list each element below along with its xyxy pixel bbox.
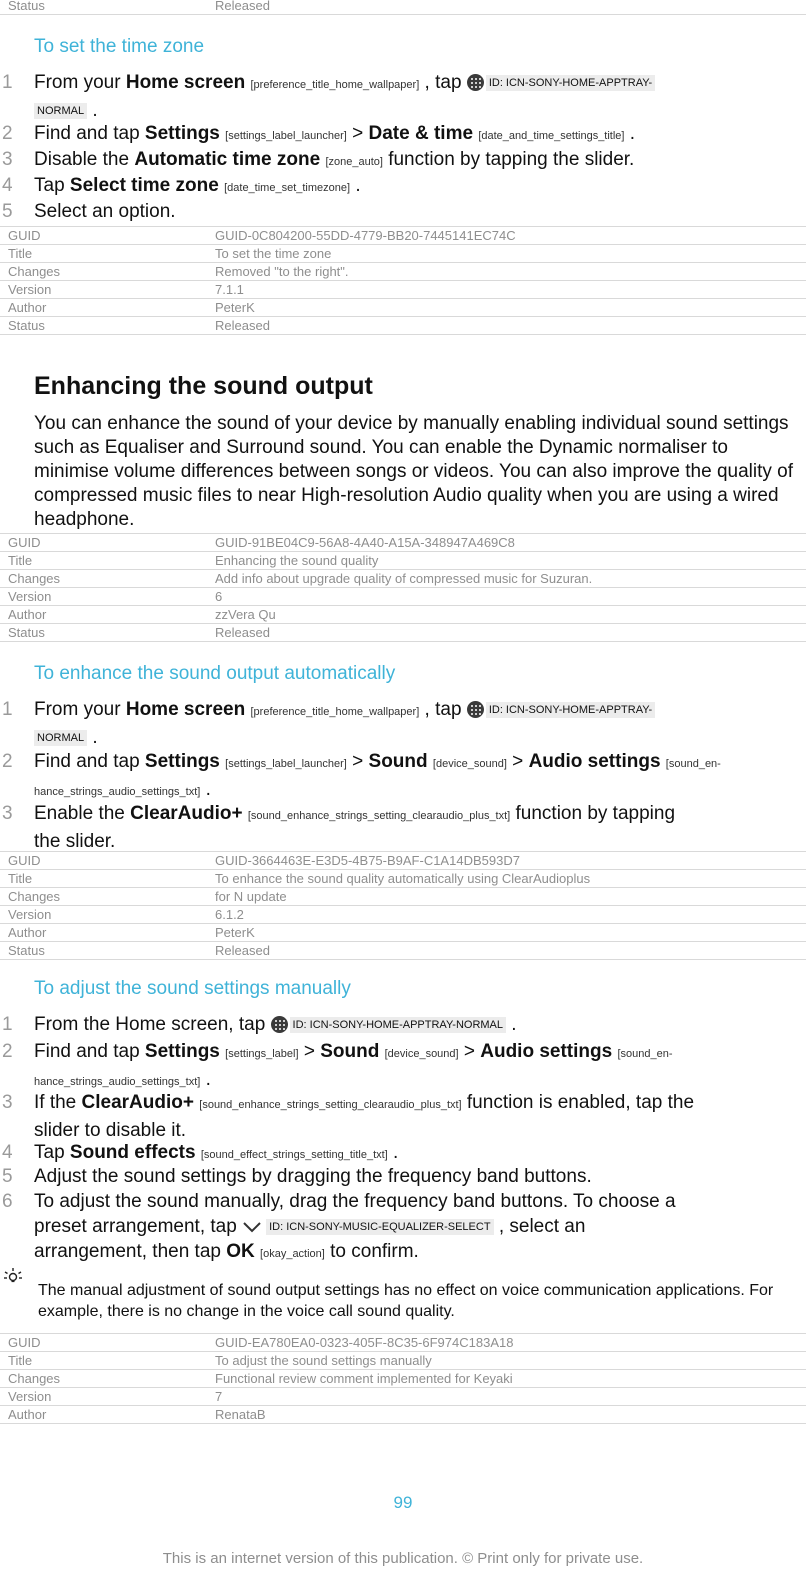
meta-key: Changes — [8, 889, 61, 904]
meta-value: Enhancing the sound quality — [215, 553, 379, 568]
meta-value: Released — [215, 625, 270, 640]
meta-row — [0, 1406, 806, 1424]
meta-key: Version — [8, 1389, 52, 1404]
meta-value: To enhance the sound quality automatically using ClearAudioplus — [215, 871, 591, 886]
meta-key: Status — [8, 625, 45, 640]
meta-value: 7.1.1 — [215, 282, 244, 297]
home-screen-term: Home screen — [125, 72, 246, 93]
step-number: 4 — [2, 1142, 13, 1163]
meta-row — [0, 906, 806, 924]
meta-key: Changes — [8, 1371, 61, 1386]
meta-row — [0, 552, 806, 570]
section-heading-auto-enhance: To enhance the sound output automatically — [34, 663, 396, 684]
step-text: Find and tap Settings [settings_label_launcher] > Sound [device_sound] > Audio settings [sound_en- hance_strings_audio_settings_txt] . — [34, 751, 721, 800]
step-text: Find and tap Settings [settings_label] > Sound [device_sound] > Audio settings [sound_en- hance_strings_audio_settings_txt] . — [34, 1041, 673, 1090]
meta-row — [0, 1388, 806, 1406]
meta-key: GUID — [8, 535, 41, 550]
meta-key: Title — [8, 553, 33, 568]
meta-value: Released — [215, 318, 270, 333]
meta-key: Title — [8, 246, 33, 261]
meta-value: To adjust the sound settings manually — [215, 1353, 432, 1368]
step-number: 2 — [2, 123, 13, 144]
meta-value: GUID-0C804200-55DD-4779-BB20-7445141EC74C — [215, 228, 516, 243]
meta-row — [0, 606, 806, 624]
step-text: From the Home screen, tap ID: ICN-SONY-HOME-APPTRAY-NORMAL . — [34, 1014, 517, 1035]
step-number: 2 — [2, 1041, 13, 1062]
step-number: 3 — [2, 1092, 13, 1113]
footer-note: This is an internet version of this publication. © Print only for private use. — [162, 1550, 644, 1567]
meta-row — [0, 263, 806, 281]
meta-row — [0, 870, 806, 888]
meta-row — [0, 317, 806, 335]
meta-value: PeterK — [215, 925, 255, 940]
step-number: 5 — [2, 1166, 13, 1187]
icon-id-label: ID: ICN-SONY-HOME-APPTRAY- — [486, 75, 655, 91]
step-text: Tap Select time zone [date_time_set_timezone] . — [34, 175, 361, 196]
page-number: 99 — [393, 1493, 413, 1512]
step-text: From your Home screen [preference_title_home_wallpaper] , tap ID: ICN-SONY-HOME-APPTRAY- NORMAL . — [34, 697, 774, 750]
step-number: 4 — [2, 175, 13, 196]
meta-value: PeterK — [215, 300, 255, 315]
meta-value: Removed "to the right". — [215, 264, 349, 279]
step-text: Disable the Automatic time zone [zone_auto] function by tapping the slider. — [34, 149, 635, 170]
chevron-down-icon — [242, 1220, 262, 1234]
meta-key: Author — [8, 300, 47, 315]
app-tray-icon — [467, 74, 484, 91]
meta-row — [0, 570, 806, 588]
metadata-table — [0, 1333, 806, 1424]
meta-value: GUID-3664463E-E3D5-4B75-B9AF-C1A14DB593D7 — [215, 853, 520, 868]
step-number: 1 — [2, 1014, 13, 1035]
meta-row — [0, 299, 806, 317]
meta-key: Title — [8, 871, 33, 886]
meta-key: Version — [8, 589, 52, 604]
meta-value: for N update — [215, 889, 287, 904]
step-text: Adjust the sound settings by dragging the frequency band buttons. — [34, 1166, 592, 1187]
meta-row — [0, 281, 806, 299]
meta-value: 6.1.2 — [215, 907, 244, 922]
metadata-table — [0, 851, 806, 960]
meta-key: Author — [8, 1407, 47, 1422]
meta-key: Title — [8, 1353, 33, 1368]
metadata-table — [0, 226, 806, 335]
metadata-table — [0, 533, 806, 642]
meta-row — [0, 533, 806, 552]
meta-row — [0, 1352, 806, 1370]
step-text: If the ClearAudio+ [sound_enhance_strings_setting_clearaudio_plus_txt] function is enabled, tap the slider to disable it. — [34, 1092, 695, 1141]
step-text: To adjust the sound manually, drag the frequency band buttons. To choose a preset arrangement, tap ID: ICN-SONY-MUSIC-EQUALIZER-SELECT , select an arrangement, then tap OK [okay_action] to confirm. — [34, 1191, 676, 1262]
meta-key: GUID — [8, 228, 41, 243]
icon-id-label: ID: ICN-SONY-MUSIC-EQUALIZER-SELECT — [266, 1219, 493, 1235]
icon-id-label: NORMAL — [34, 103, 87, 119]
meta-row — [0, 624, 806, 642]
meta-value: Released — [215, 943, 270, 958]
step-text: Tap Sound effects [sound_effect_strings_setting_title_txt] . — [34, 1142, 399, 1163]
meta-value: To set the time zone — [215, 246, 332, 261]
meta-key: Version — [8, 907, 52, 922]
step-number: 6 — [2, 1191, 13, 1212]
meta-value: GUID-EA780EA0-0323-405F-8C35-6F974C183A18 — [215, 1335, 514, 1350]
step-number: 1 — [2, 72, 13, 93]
step-number: 2 — [2, 751, 13, 772]
tip-note: The manual adjustment of sound output settings has no effect on voice communication applications. For example, there is no change in the voice call sound quality. — [38, 1282, 774, 1320]
meta-row — [0, 888, 806, 906]
meta-key: GUID — [8, 853, 41, 868]
meta-row — [0, 588, 806, 606]
meta-key: Changes — [8, 571, 61, 586]
section-heading-time-zone: To set the time zone — [34, 36, 205, 57]
lightbulb-icon — [2, 1266, 24, 1288]
step-number: 3 — [2, 803, 13, 824]
meta-key: Status — [8, 0, 45, 13]
metadata-table-top — [0, 0, 806, 15]
section-heading-manual-adjust: To adjust the sound settings manually — [34, 978, 351, 999]
meta-row — [0, 942, 806, 960]
meta-row — [0, 245, 806, 263]
meta-row — [0, 1333, 806, 1352]
meta-value: RenataB — [215, 1407, 266, 1422]
meta-row — [0, 1370, 806, 1388]
icon-id-label: NORMAL — [34, 730, 87, 746]
meta-key: Author — [8, 925, 47, 940]
meta-key: Changes — [8, 264, 61, 279]
icon-id-label: ID: ICN-SONY-HOME-APPTRAY- — [486, 702, 655, 718]
step-text: From your Home screen [preference_title_home_wallpaper] , tap ID: ICN-SONY-HOME-APPTRAY- NORMAL . — [34, 70, 774, 123]
step-number: 3 — [2, 149, 13, 170]
step-text: Find and tap Settings [settings_label_launcher] > Date & time [date_and_time_settings_title] . — [34, 123, 636, 144]
app-tray-icon — [271, 1016, 288, 1033]
meta-key: Status — [8, 943, 45, 958]
section-title-enhancing-sound: Enhancing the sound output — [34, 372, 373, 400]
meta-value: 6 — [215, 589, 223, 604]
meta-value: zzVera Qu — [215, 607, 276, 622]
meta-row — [0, 226, 806, 245]
meta-value: 7 — [215, 1389, 223, 1404]
meta-key: GUID — [8, 1335, 41, 1350]
icon-id-label: ID: ICN-SONY-HOME-APPTRAY-NORMAL — [290, 1017, 506, 1033]
step-text: Enable the ClearAudio+ [sound_enhance_strings_setting_clearaudio_plus_txt] function by tapping the slider. — [34, 803, 676, 852]
step-text: Select an option. — [34, 201, 176, 222]
meta-value: GUID-91BE04C9-56A8-4A40-A15A-348947A469C8 — [215, 535, 515, 550]
app-tray-icon — [467, 701, 484, 718]
meta-row — [0, 0, 806, 15]
step-number: 1 — [2, 699, 13, 720]
step-number: 5 — [2, 201, 13, 222]
meta-key: Author — [8, 607, 47, 622]
meta-value: Released — [215, 0, 270, 13]
meta-value: Functional review comment implemented for Keyaki — [215, 1371, 513, 1386]
intro-paragraph: You can enhance the sound of your device by manually enabling individual sound settings such as Equaliser and Surround sound. You can enable the Dynamic normaliser to minimise volume differences between songs or videos. You can also improve the quality of compressed music files to near High-resolution Audio quality when you are using a wired headphone. — [34, 413, 794, 530]
meta-key: Status — [8, 318, 45, 333]
meta-value: Add info about upgrade quality of compressed music for Suzuran. — [215, 571, 593, 586]
meta-row — [0, 924, 806, 942]
meta-row — [0, 851, 806, 870]
meta-key: Version — [8, 282, 52, 297]
